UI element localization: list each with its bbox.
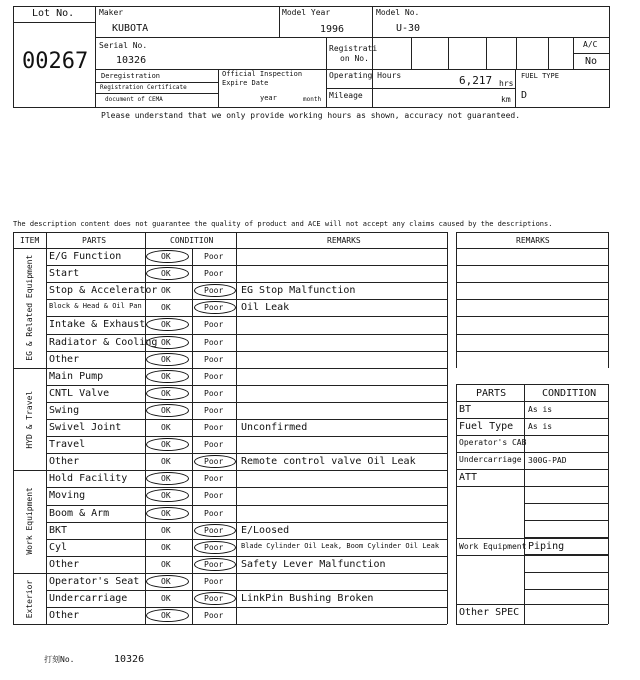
operating-hours-value: 6,217	[459, 74, 493, 87]
part-name: Other	[49, 353, 80, 365]
group-label: Work Equipment	[25, 487, 34, 556]
part-name: Stop & Accelerator	[49, 285, 158, 297]
table-rule	[456, 384, 608, 385]
part-name: CNTL Valve	[49, 387, 110, 399]
table-rule	[524, 572, 608, 573]
part-name: Other	[49, 610, 80, 622]
right-part-name: Operator's CAB	[459, 438, 527, 447]
table-rule	[46, 385, 447, 386]
condition-ok[interactable]: OK	[161, 440, 171, 450]
table-rule	[456, 232, 608, 233]
part-name: Undercarriage	[49, 593, 128, 604]
deregistration-label: Deregistration	[101, 72, 161, 80]
condition-ok[interactable]: OK	[161, 303, 171, 313]
part-name: Block & Head & Oil Pan	[49, 302, 142, 311]
table-rule	[456, 486, 608, 487]
condition-ok[interactable]: OK	[161, 423, 171, 432]
table-rule	[524, 589, 608, 590]
group-label: HYD & Travel	[25, 390, 34, 448]
serial-no-value: 10326	[116, 55, 147, 66]
remark-text: Oil Leak	[241, 302, 290, 314]
right-remarks-header: REMARKS	[516, 236, 550, 245]
work-equipment-value: Piping	[528, 541, 565, 552]
serial-no-label: Serial No.	[99, 41, 148, 50]
right-condition-value: 300G-PAD	[528, 456, 567, 465]
table-rule	[456, 282, 608, 283]
right-condition-value: As is	[528, 422, 553, 431]
condition-selection-mark	[194, 541, 236, 554]
table-rule	[456, 469, 608, 470]
table-rule	[46, 316, 447, 317]
table-rule	[13, 624, 447, 625]
model-year-label: Model Year	[282, 8, 331, 17]
remark-text: Unconfirmed	[241, 422, 308, 433]
month-label: month	[303, 96, 322, 103]
condition-poor[interactable]: Poor	[204, 354, 224, 364]
condition-ok[interactable]: OK	[161, 542, 171, 552]
right-part-name: ATT	[459, 472, 478, 483]
condition-ok[interactable]: OK	[161, 576, 171, 586]
table-rule	[46, 487, 447, 488]
table-rule	[456, 248, 608, 249]
condition-poor[interactable]: Poor	[204, 508, 224, 518]
table-rule	[46, 522, 447, 523]
stamp-label: 打刻No.	[44, 655, 75, 664]
condition-header: CONDITION	[170, 236, 214, 245]
condition-ok[interactable]: OK	[161, 388, 171, 398]
condition-ok[interactable]: OK	[161, 559, 171, 569]
table-rule	[46, 299, 447, 300]
right-parts-header: PARTS	[476, 388, 507, 399]
condition-poor[interactable]: Poor	[204, 474, 224, 484]
remark-text: LinkPin Bushing Broken	[241, 593, 374, 604]
condition-selection-mark	[194, 592, 236, 605]
table-rule	[46, 453, 447, 454]
table-rule	[456, 316, 608, 317]
condition-poor[interactable]: Poor	[204, 491, 224, 501]
table-rule	[524, 520, 608, 521]
condition-selection-mark	[146, 404, 189, 417]
ac-label: A/C	[583, 40, 598, 49]
condition-selection-mark	[194, 524, 236, 537]
condition-ok[interactable]: OK	[161, 611, 171, 621]
table-rule	[524, 503, 608, 504]
right-part-name: Fuel Type	[459, 421, 514, 432]
condition-ok[interactable]: OK	[161, 508, 171, 518]
condition-ok[interactable]: OK	[161, 252, 171, 261]
registration-no-label-2: on No.	[340, 54, 369, 63]
table-rule	[608, 384, 609, 624]
remarks-header: REMARKS	[327, 236, 361, 245]
table-rule	[46, 607, 447, 608]
table-rule	[46, 573, 447, 574]
condition-poor[interactable]: Poor	[204, 286, 224, 296]
table-rule	[13, 232, 14, 624]
condition-ok[interactable]: OK	[161, 405, 171, 415]
fuel-type-value: D	[521, 90, 528, 101]
maker-value: KUBOTA	[112, 23, 149, 34]
item-header: ITEM	[20, 236, 40, 245]
part-name: Swivel Joint	[49, 422, 122, 433]
condition-ok[interactable]: OK	[161, 286, 171, 296]
condition-selection-mark	[146, 267, 189, 280]
condition-poor[interactable]: Poor	[204, 371, 224, 381]
operating-hours-label: Operating Hours	[329, 71, 402, 80]
table-rule	[456, 265, 608, 266]
part-name: Hold Facility	[49, 473, 128, 485]
registration-no-label-1: Registrati	[329, 44, 378, 53]
condition-selection-mark	[146, 438, 189, 451]
table-rule	[456, 555, 608, 556]
table-rule	[456, 452, 608, 453]
condition-selection-mark	[146, 353, 189, 366]
model-no-value: U-30	[396, 23, 421, 34]
table-rule	[456, 334, 608, 335]
group-label: Exterior	[25, 579, 34, 618]
hours-disclaimer: Please understand that we only provide working hours as shown, accuracy not guaranteed.	[101, 111, 521, 120]
table-rule	[46, 505, 447, 506]
condition-selection-mark	[146, 489, 189, 502]
km-unit: km	[501, 95, 511, 104]
part-name: Start	[49, 268, 80, 280]
part-name: Moving	[49, 490, 86, 502]
condition-ok[interactable]: OK	[161, 371, 171, 381]
condition-ok[interactable]: OK	[161, 457, 171, 467]
condition-selection-mark	[146, 387, 189, 400]
part-name: Radiator & Cooling	[49, 336, 158, 348]
fuel-type-label: FUEL TYPE	[521, 72, 559, 80]
table-rule	[456, 299, 608, 300]
part-name: Other	[49, 456, 80, 468]
inspection-label-1: Official Inspection	[222, 70, 303, 78]
year-label: year	[260, 94, 277, 102]
stamp-value: 10326	[114, 654, 145, 665]
model-no-label: Model No.	[376, 8, 420, 17]
condition-selection-mark	[146, 472, 189, 485]
right-part-name: BT	[459, 404, 472, 415]
condition-poor[interactable]: Poor	[204, 525, 224, 535]
description-notice: The description content does not guarantee the quality of product and ACE will not accept any claims caused by the descriptions.	[13, 220, 553, 228]
table-rule	[456, 624, 608, 625]
table-rule	[46, 436, 447, 437]
table-rule	[46, 232, 47, 624]
condition-poor[interactable]: Poor	[204, 440, 224, 450]
remark-text: EG Stop Malfunction	[241, 285, 356, 297]
condition-selection-mark	[194, 455, 236, 468]
part-name: Cyl	[49, 541, 68, 553]
part-name: E/G Function	[49, 251, 122, 262]
condition-selection-mark	[146, 250, 189, 263]
other-spec-label: Other SPEC	[459, 607, 520, 618]
condition-poor[interactable]: Poor	[204, 611, 224, 621]
table-rule	[46, 590, 447, 591]
work-equipment-label: Work Equipment	[459, 542, 527, 551]
condition-selection-mark	[194, 301, 236, 314]
condition-poor[interactable]: Poor	[204, 405, 224, 415]
condition-selection-mark	[194, 284, 236, 297]
table-rule	[46, 402, 447, 403]
condition-poor[interactable]: Poor	[204, 559, 224, 569]
table-rule	[456, 435, 608, 436]
table-rule	[13, 248, 447, 249]
mileage-label: Mileage	[329, 91, 363, 100]
model-year-value: 1996	[320, 24, 345, 35]
table-rule	[46, 265, 447, 266]
condition-selection-mark	[146, 507, 189, 520]
ac-value: No	[585, 56, 598, 67]
condition-selection-mark	[146, 318, 189, 331]
table-rule	[456, 604, 608, 605]
remark-text: Remote control valve Oil Leak	[241, 456, 416, 468]
condition-poor[interactable]: Poor	[204, 252, 224, 261]
condition-poor[interactable]: Poor	[204, 320, 224, 330]
part-name: Other	[49, 558, 80, 570]
lot-number: 00267	[22, 49, 89, 74]
condition-selection-mark	[146, 575, 189, 588]
registration-certificate-label: Registration Certificate	[100, 84, 187, 91]
condition-ok[interactable]: OK	[161, 354, 171, 364]
part-name: Travel	[49, 439, 86, 451]
part-name: Intake & Exhaust	[49, 319, 146, 331]
condition-poor[interactable]: Poor	[204, 269, 224, 279]
condition-ok[interactable]: OK	[161, 594, 171, 603]
maker-label: Maker	[99, 8, 124, 17]
right-condition-header: CONDITION	[542, 388, 597, 399]
table-rule	[46, 368, 447, 369]
condition-poor[interactable]: Poor	[204, 337, 224, 347]
condition-poor[interactable]: Poor	[204, 457, 224, 467]
table-rule	[46, 556, 447, 557]
condition-ok[interactable]: OK	[161, 337, 171, 347]
hrs-unit: hrs	[499, 79, 514, 88]
parts-header: PARTS	[82, 236, 107, 245]
condition-selection-mark	[146, 370, 189, 383]
condition-ok[interactable]: OK	[161, 269, 171, 279]
table-rule	[456, 538, 608, 539]
remark-text: E/Loosed	[241, 524, 290, 536]
table-rule	[456, 401, 608, 402]
condition-ok[interactable]: OK	[161, 320, 171, 330]
part-name: Boom & Arm	[49, 507, 110, 519]
part-name: Swing	[49, 404, 80, 416]
condition-ok[interactable]: OK	[161, 491, 171, 501]
condition-poor[interactable]: Poor	[204, 542, 224, 552]
inspection-label-2: Expire Date	[222, 79, 269, 87]
table-rule	[447, 232, 448, 624]
table-rule	[236, 232, 237, 624]
right-part-name: Undercarriage	[459, 455, 522, 464]
table-rule	[608, 232, 609, 368]
table-rule	[46, 539, 447, 540]
condition-ok[interactable]: OK	[161, 525, 171, 535]
condition-poor[interactable]: Poor	[204, 388, 224, 398]
condition-selection-mark	[146, 609, 189, 622]
group-label: EG & Related Equipment	[25, 254, 34, 361]
condition-poor[interactable]: Poor	[204, 594, 224, 603]
remark-text: Safety Lever Malfunction	[241, 558, 386, 570]
condition-poor[interactable]: Poor	[204, 303, 224, 313]
table-rule	[46, 351, 447, 352]
table-rule	[46, 334, 447, 335]
part-name: Main Pump	[49, 370, 104, 382]
remark-text: Blade Cylinder Oil Leak, Boom Cylinder Oil Leak	[241, 541, 440, 550]
table-rule	[46, 282, 447, 283]
table-rule	[46, 419, 447, 420]
condition-poor[interactable]: Poor	[204, 576, 224, 586]
condition-selection-mark	[194, 558, 236, 571]
table-rule	[13, 232, 447, 233]
table-rule	[456, 351, 608, 352]
document-of-cema-label: document of CEMA	[105, 96, 163, 103]
table-rule	[46, 470, 447, 471]
condition-poor[interactable]: Poor	[204, 423, 224, 432]
lot-no-label: Lot No.	[32, 8, 75, 19]
table-rule	[456, 384, 457, 624]
part-name: Operator's Seat	[49, 575, 140, 587]
part-name: BKT	[49, 524, 68, 536]
right-condition-value: As is	[528, 405, 553, 414]
condition-ok[interactable]: OK	[161, 474, 171, 484]
table-rule	[456, 418, 608, 419]
condition-selection-mark	[146, 336, 189, 349]
